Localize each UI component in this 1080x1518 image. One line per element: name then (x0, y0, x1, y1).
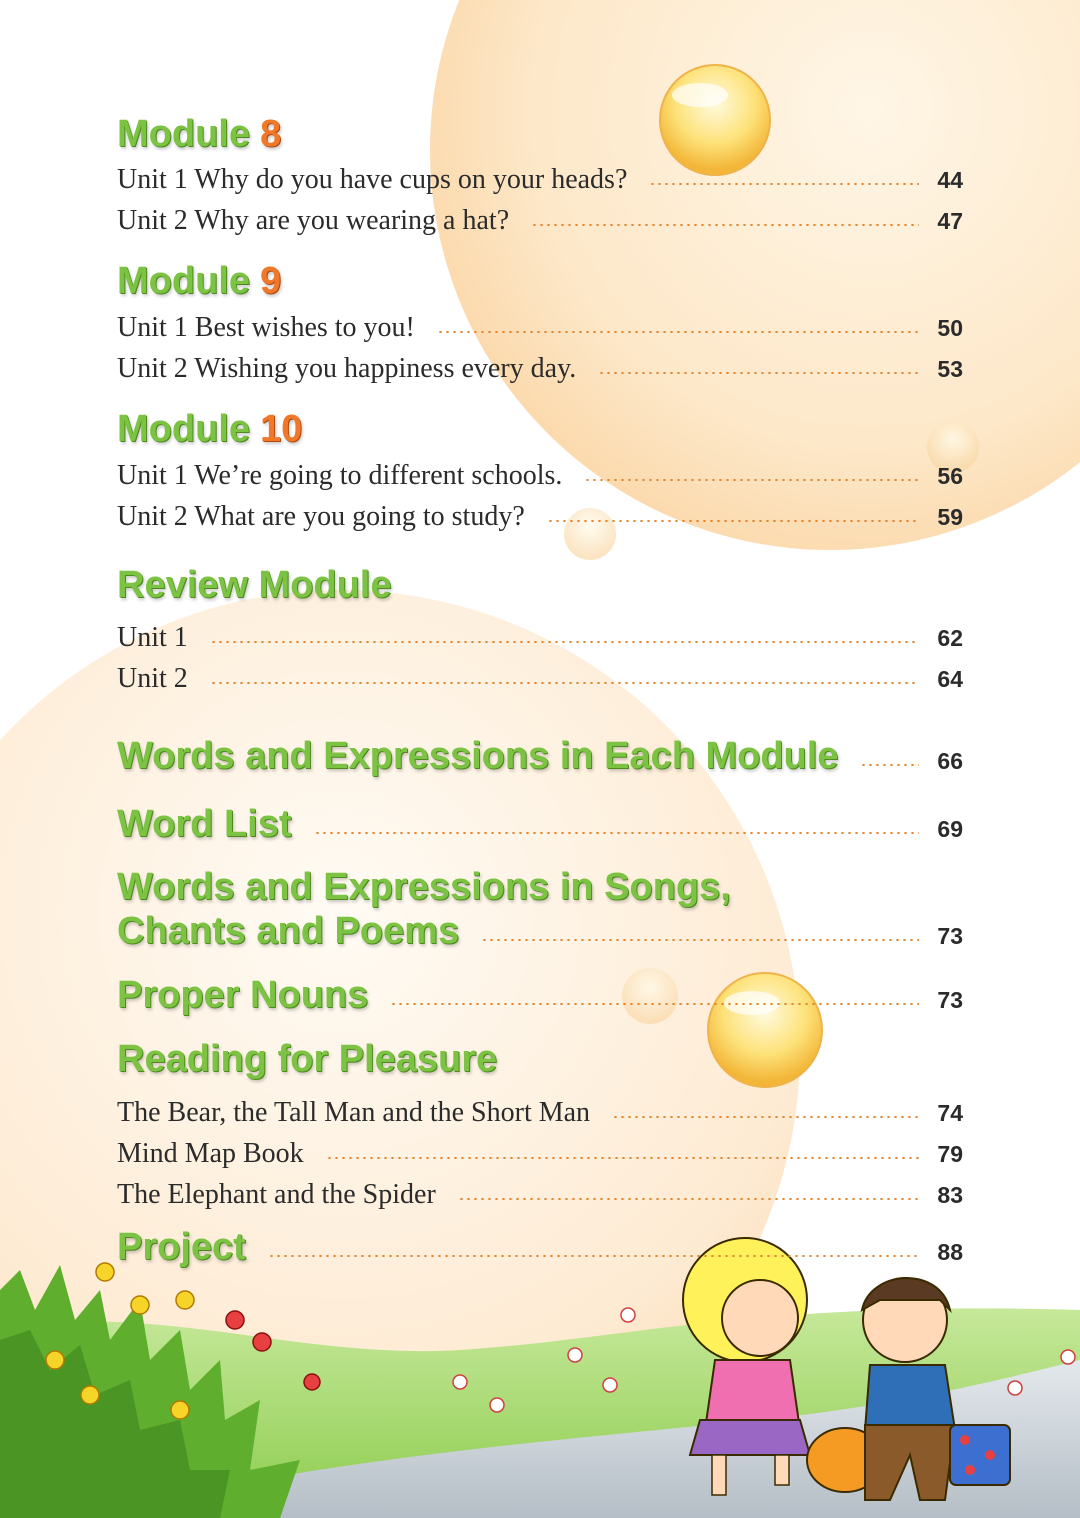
toc-entry-review-unit2[interactable] (117, 659, 963, 693)
entry-title: Unit 2 Why are you wearing a hat? (117, 205, 510, 236)
toc-entry-reading-2[interactable] (117, 1134, 963, 1168)
page-number: 62 (937, 625, 963, 651)
entry-title: Unit 1 We’re going to different schools. (117, 460, 563, 491)
page-number: 59 (937, 504, 963, 530)
module-number: 8 (259, 113, 282, 155)
toc-entry-module8-unit1[interactable] (117, 160, 963, 194)
page-number: 83 (937, 1182, 963, 1208)
page-number: 53 (937, 356, 963, 382)
entry-title: Project (117, 1226, 246, 1268)
toc-entry-review-unit1[interactable] (117, 618, 963, 652)
toc-entry-reading-1[interactable] (117, 1093, 963, 1127)
review-module-heading: Review Module (117, 564, 392, 606)
leader-dots (210, 641, 919, 643)
leader-dots (458, 1198, 919, 1200)
toc-entry-module9-unit2[interactable] (117, 349, 963, 383)
entry-title: Word List (117, 803, 292, 845)
entry-title: Proper Nouns (117, 974, 369, 1016)
leader-dots (649, 183, 919, 185)
entry-title: Unit 1 Best wishes to you! (117, 312, 415, 343)
toc-entry-module10-unit2[interactable] (117, 497, 963, 531)
module-9-heading (117, 262, 281, 300)
entry-title: Unit 1 (117, 622, 188, 653)
page-number: 56 (937, 463, 963, 489)
module-label: Module (117, 260, 250, 302)
toc-entry-module9-unit1[interactable] (117, 308, 963, 342)
page-number: 73 (937, 987, 963, 1013)
leader-dots (860, 764, 919, 766)
entry-title: Unit 1 Why do you have cups on your heads? (117, 164, 628, 195)
leader-dots (390, 1003, 919, 1005)
entry-title: Unit 2 Wishing you happiness every day. (117, 353, 577, 384)
leader-dots (314, 832, 919, 834)
leader-dots (598, 372, 919, 374)
leader-dots (612, 1116, 919, 1118)
module-number: 9 (259, 260, 282, 302)
page-number: 44 (937, 167, 963, 193)
leader-dots (547, 520, 919, 522)
module-10-heading (117, 410, 302, 448)
leader-dots (531, 224, 919, 226)
page-number: 66 (937, 748, 963, 774)
entry-title: Chants and Poems (117, 910, 460, 952)
entry-title: Words and Expressions in Each Module (117, 735, 839, 777)
page-number: 79 (937, 1141, 963, 1167)
toc-entry-word-list[interactable] (117, 803, 963, 843)
leader-dots (437, 331, 919, 333)
toc-entry-project[interactable] (117, 1226, 963, 1266)
page-number: 74 (937, 1100, 963, 1126)
page-number: 69 (937, 816, 963, 842)
module-number: 10 (259, 408, 303, 450)
module-8-heading (117, 115, 281, 153)
toc-entry-reading-3[interactable] (117, 1175, 963, 1209)
toc-entry-module8-unit2[interactable] (117, 201, 963, 235)
toc-entry-module10-unit1[interactable] (117, 456, 963, 490)
page-number: 73 (937, 923, 963, 949)
page-number: 88 (937, 1239, 963, 1265)
leader-dots (326, 1157, 919, 1159)
leader-dots (481, 939, 919, 941)
module-label: Module (117, 408, 250, 450)
entry-title: Mind Map Book (117, 1138, 304, 1169)
entry-title: The Bear, the Tall Man and the Short Man (117, 1097, 591, 1128)
module-label: Module (117, 113, 250, 155)
page-number: 64 (937, 666, 963, 692)
reading-heading: Reading for Pleasure (117, 1038, 498, 1080)
entry-title: Unit 2 What are you going to study? (117, 501, 525, 532)
toc-entry-songs-chants-poems[interactable] (117, 910, 963, 950)
toc-entry-proper-nouns[interactable] (117, 974, 963, 1014)
leader-dots (268, 1255, 919, 1257)
toc-entry-words-each-module[interactable] (117, 735, 963, 775)
page-number: 50 (937, 315, 963, 341)
leader-dots (210, 682, 919, 684)
entry-title: Unit 2 (117, 663, 188, 694)
songs-title-line1: Words and Expressions in Songs, (117, 866, 731, 908)
entry-title: The Elephant and the Spider (117, 1179, 436, 1210)
page-number: 47 (937, 208, 963, 234)
leader-dots (584, 479, 919, 481)
